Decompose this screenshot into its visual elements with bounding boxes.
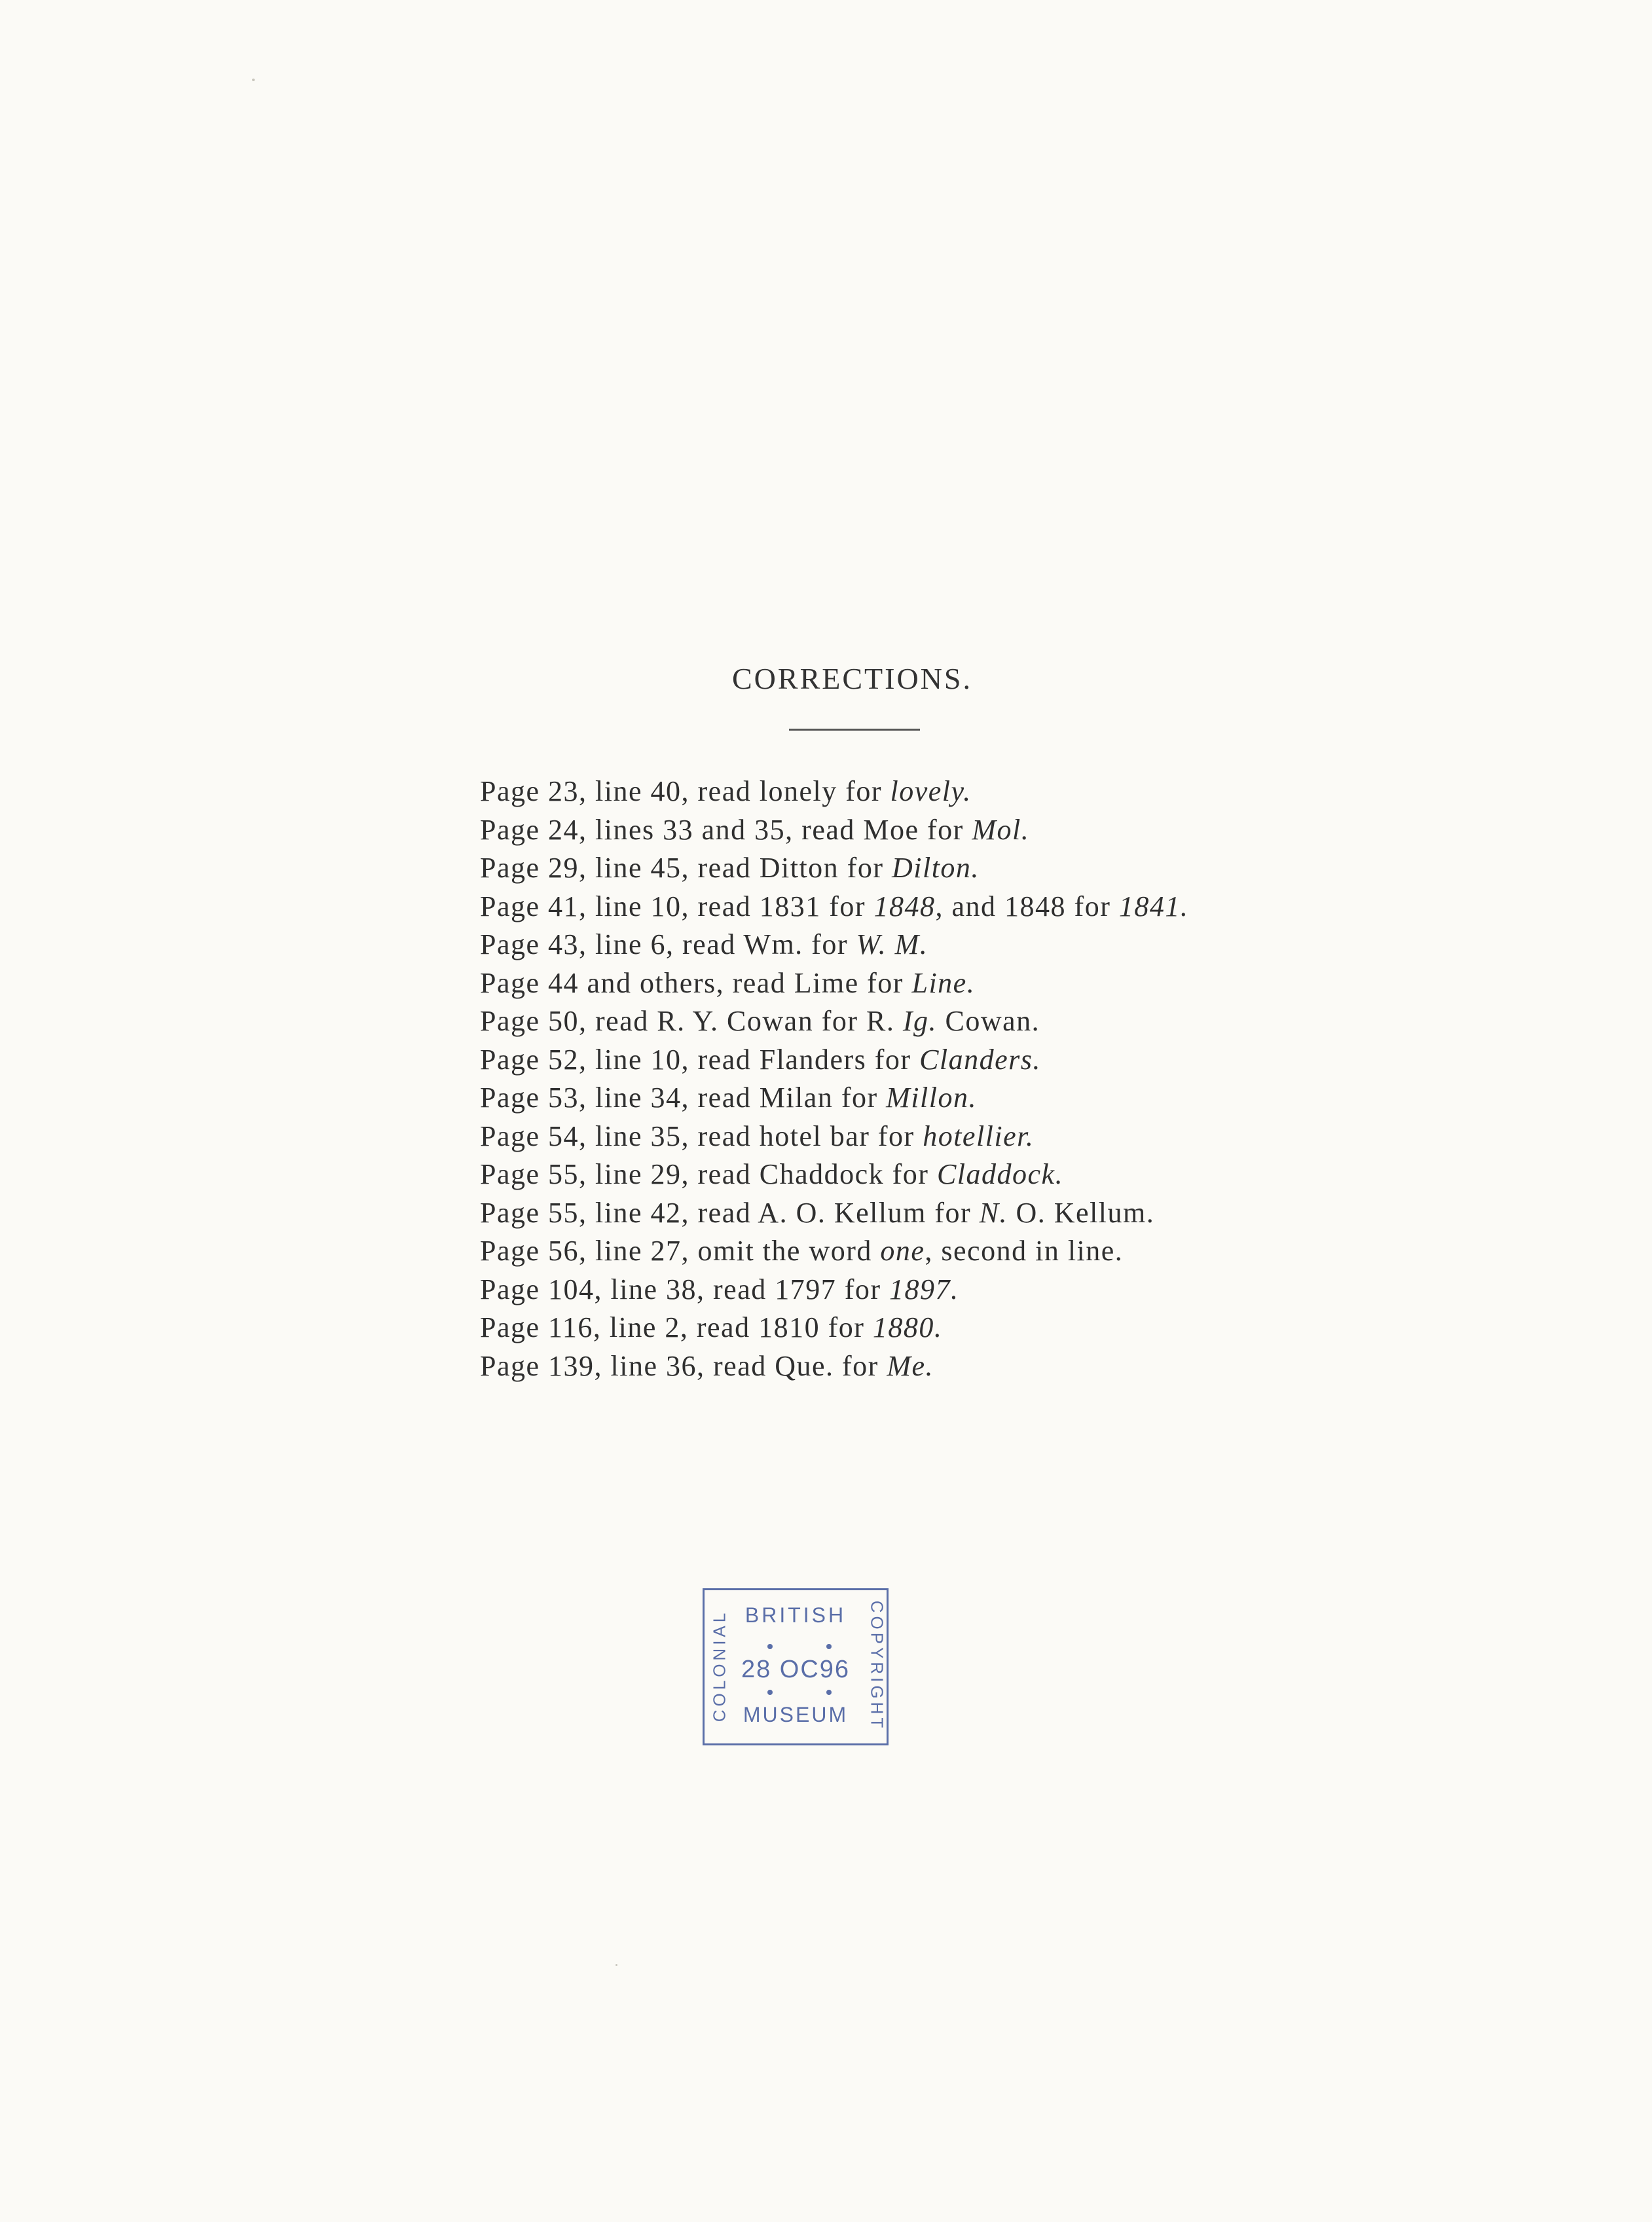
stamp-dot — [767, 1690, 773, 1695]
entry-italic: Mol. — [972, 813, 1030, 846]
entry-text: Page 139, line 36, read Que. for — [480, 1349, 887, 1382]
entry-text: Page 54, line 35, read hotel bar for — [480, 1120, 923, 1152]
stamp-top-text: BRITISH — [744, 1603, 847, 1627]
correction-entry — [480, 964, 1632, 1003]
entry-text: Page 44 and others, read Lime for — [480, 966, 912, 999]
entry-italic: hotellier. — [923, 1120, 1035, 1152]
entry-text: Page 41, line 10, read 1831 for — [480, 890, 874, 922]
entry-text-after: O. Kellum. — [1007, 1196, 1155, 1229]
corrections-list — [480, 773, 1632, 1385]
entry-italic: Line. — [911, 966, 976, 999]
entry-italic: 1848 — [873, 890, 936, 922]
entry-text: Page 23, line 40, read lonely for — [480, 775, 890, 807]
entry-italic: Millon. — [886, 1082, 977, 1114]
entry-italic: Claddock. — [936, 1158, 1064, 1190]
correction-entry — [480, 1079, 1632, 1118]
british-museum-stamp — [703, 1588, 889, 1745]
entry-text: Page 104, line 38, read 1797 for — [480, 1273, 890, 1305]
stamp-right-text: COPYRIGHT — [867, 1600, 887, 1732]
entry-text-after: , and 1848 for — [935, 890, 1119, 922]
entry-italic: Me. — [887, 1349, 934, 1382]
stamp-bottom-text: MUSEUM — [743, 1703, 849, 1726]
entry-text: Page 55, line 29, read Chaddock for — [480, 1158, 937, 1190]
correction-entry — [480, 888, 1632, 926]
entry-italic: Clanders. — [919, 1043, 1041, 1076]
title-rule — [789, 729, 920, 731]
stamp-dot — [826, 1690, 832, 1695]
entry-text: Page 53, line 34, read Milan for — [480, 1082, 887, 1114]
paper-speck — [252, 79, 255, 81]
entry-italic: 1880. — [872, 1311, 943, 1343]
correction-entry — [480, 926, 1632, 964]
entry-italic: one — [880, 1235, 925, 1267]
page-title: CORRECTIONS. — [732, 662, 972, 695]
entry-text-after: , second in line. — [925, 1235, 1124, 1267]
stamp-date: 28 OC96 — [741, 1656, 851, 1683]
entry-italic: lovely. — [890, 775, 972, 807]
entry-text: Page 50, read R. Y. Cowan for R. — [480, 1005, 903, 1037]
stamp-left-text: COLONIAL — [709, 1609, 729, 1722]
correction-entry — [480, 1232, 1632, 1271]
entry-text: Page 52, line 10, read Flanders for — [480, 1043, 920, 1076]
paper-speck — [615, 1964, 617, 1966]
entry-text: Page 29, line 45, read Ditton for — [480, 852, 892, 884]
correction-entry — [480, 811, 1632, 850]
entry-text: Page 56, line 27, omit the word — [480, 1235, 881, 1267]
correction-entry — [480, 1194, 1632, 1233]
correction-entry — [480, 773, 1632, 811]
stamp-dot — [826, 1644, 832, 1649]
correction-entry — [480, 849, 1632, 888]
entry-italic: W. M. — [856, 928, 928, 960]
entry-italic: 1897. — [889, 1273, 959, 1305]
correction-entry — [480, 1309, 1632, 1347]
entry-text: Page 43, line 6, read Wm. for — [480, 928, 856, 960]
correction-entry — [480, 1002, 1632, 1041]
correction-entry — [480, 1118, 1632, 1156]
entry-italic: Dilton. — [891, 852, 980, 884]
entry-text-after: Cowan. — [937, 1005, 1040, 1037]
entry-text: Page 24, lines 33 and 35, read Moe for — [480, 813, 972, 846]
correction-entry — [480, 1041, 1632, 1080]
entry-italic-second: 1841. — [1118, 890, 1189, 922]
entry-italic: Ig. — [902, 1005, 938, 1037]
correction-entry — [480, 1347, 1632, 1386]
stamp-dot — [767, 1644, 773, 1649]
correction-entry — [480, 1156, 1632, 1194]
correction-entry — [480, 1271, 1632, 1309]
stamp-inner — [705, 1590, 887, 1743]
entry-text: Page 55, line 42, read A. O. Kellum for — [480, 1196, 980, 1229]
entry-italic: N. — [979, 1196, 1008, 1229]
entry-text: Page 116, line 2, read 1810 for — [480, 1311, 873, 1343]
